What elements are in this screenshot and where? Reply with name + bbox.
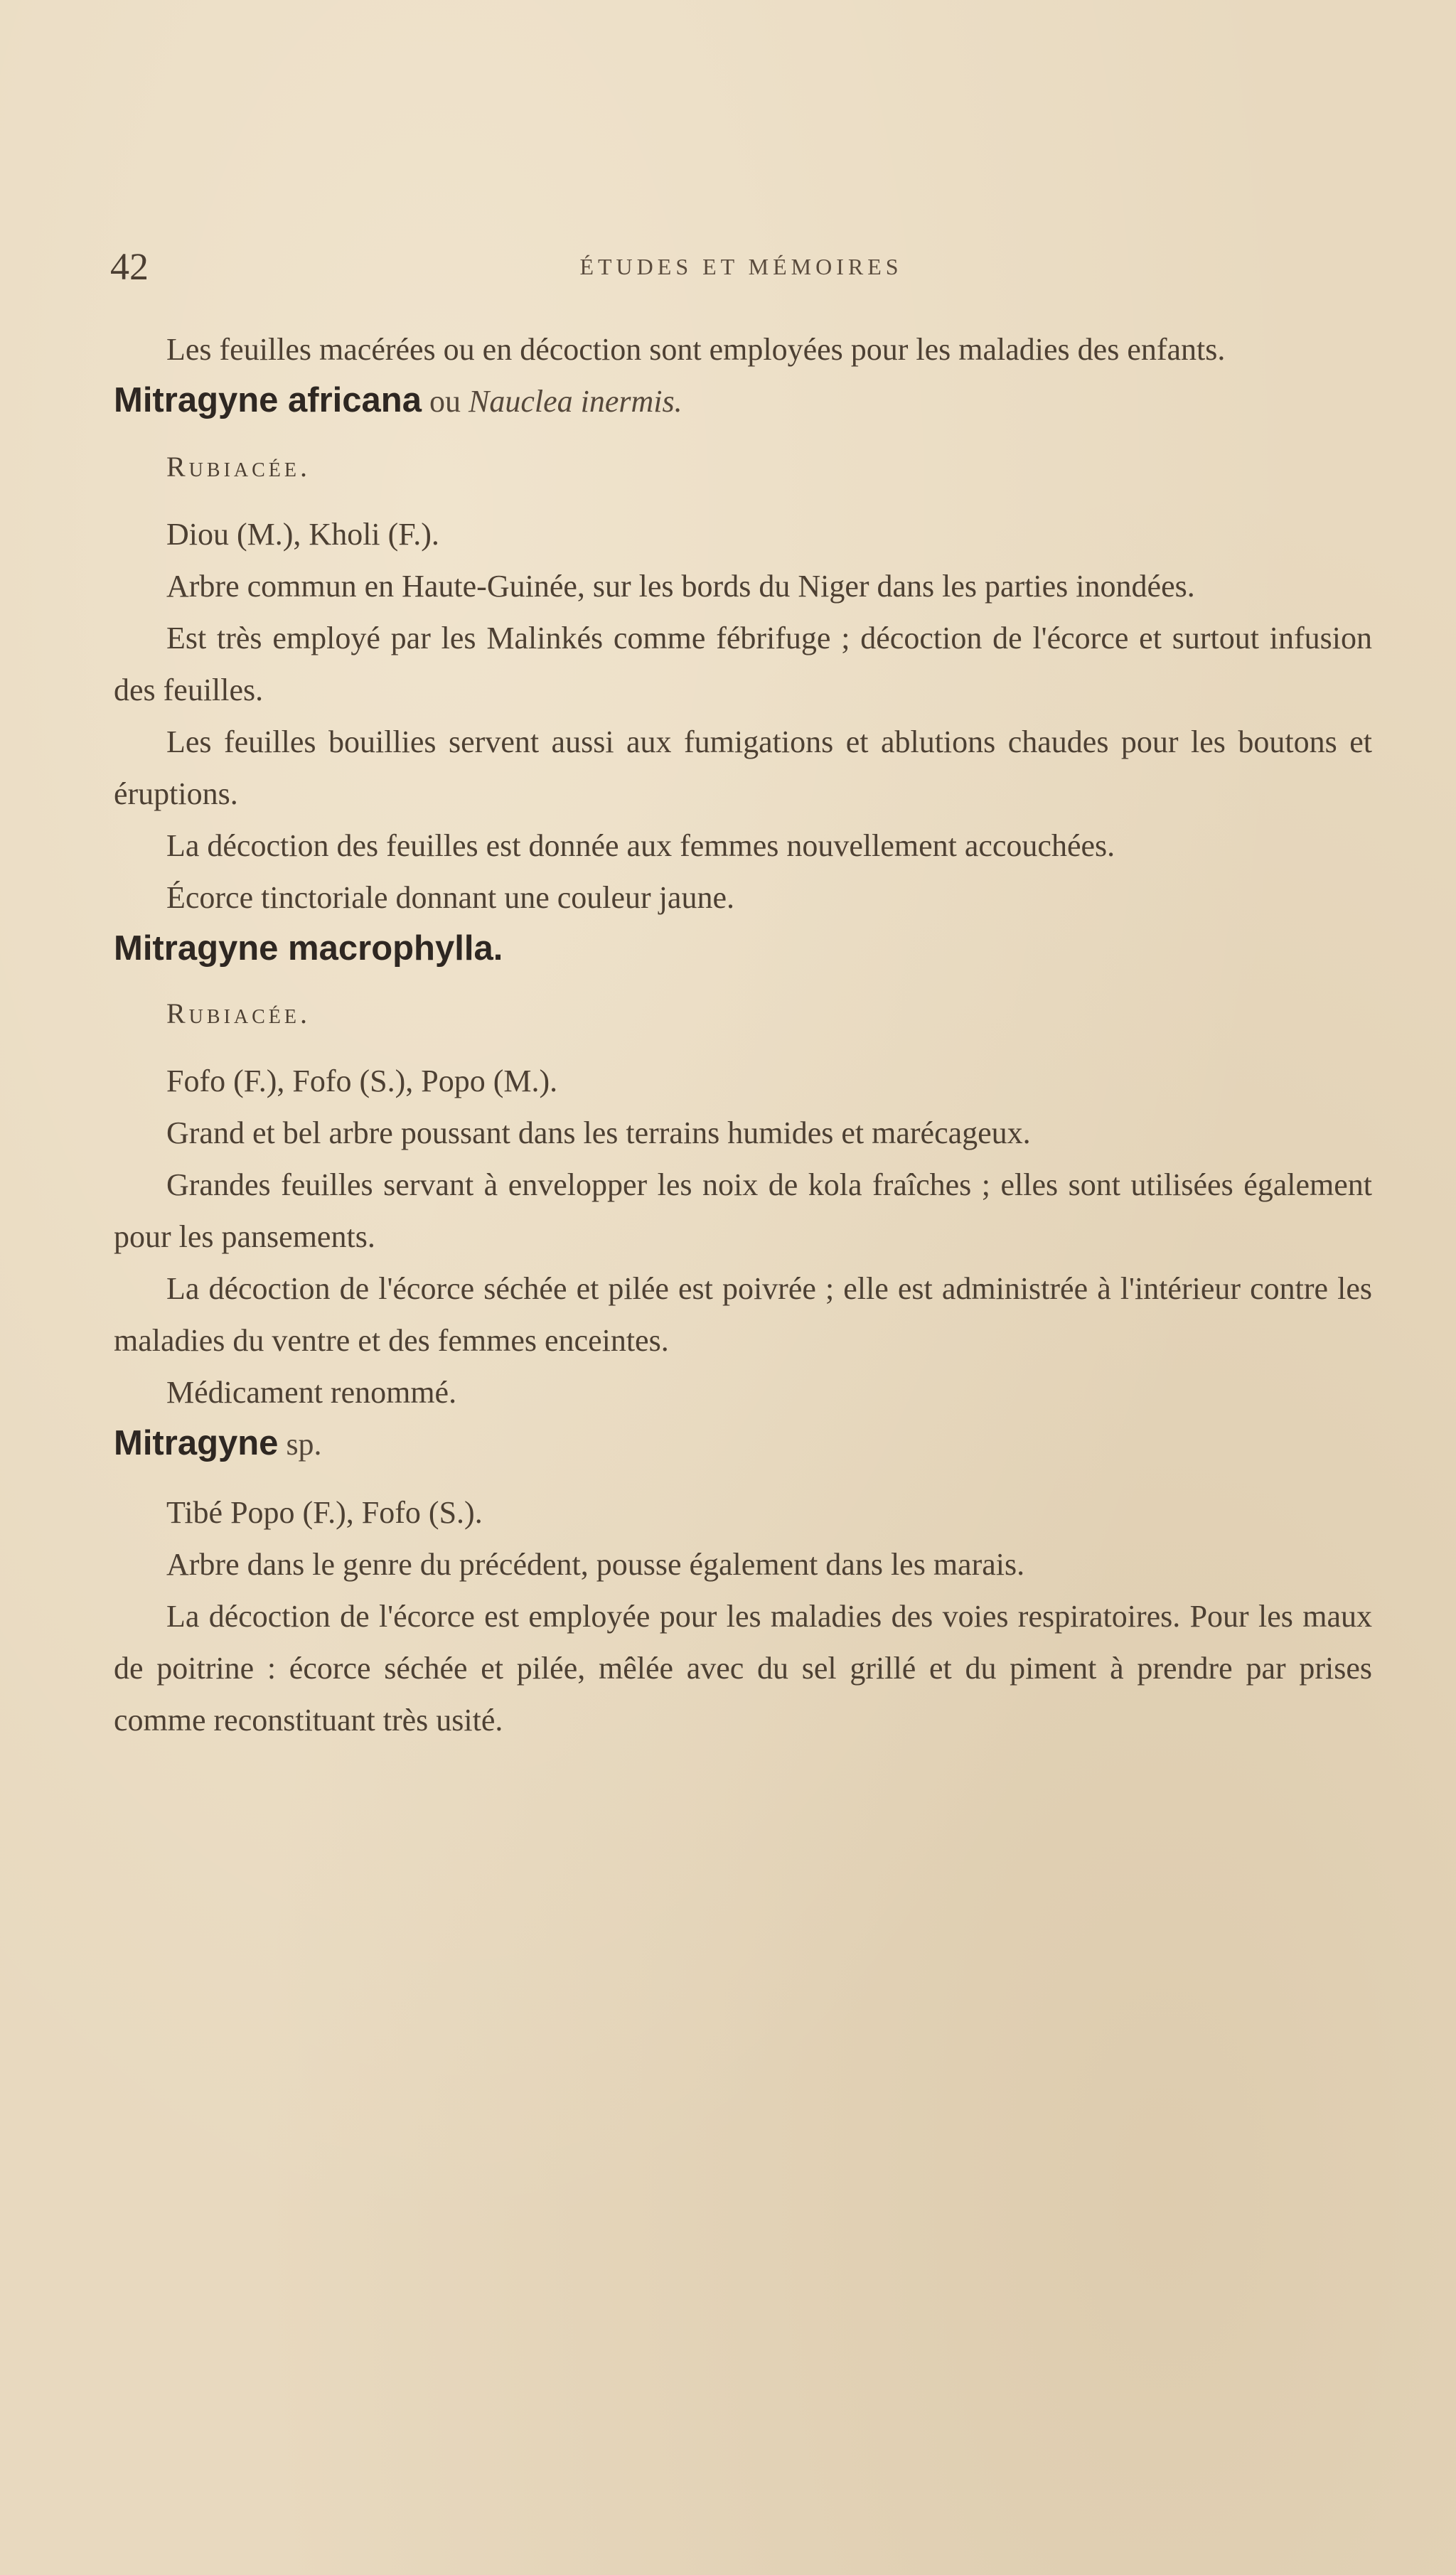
entry-paragraph: Arbre commun en Haute-Guinée, sur les bords du Niger dans les parties inondées.: [166, 569, 1195, 604]
family-label: Rubiacée.: [166, 451, 311, 483]
entry-mitragyne-africana: [114, 375, 1372, 924]
heading-connector: ou: [422, 384, 469, 419]
species-synonym: Nauclea inermis.: [469, 384, 682, 419]
entry-paragraph: Grand et bel arbre poussant dans les terrains humides et marécageux.: [166, 1115, 1031, 1150]
entry-paragraph: La décoction de l'écorce séchée et pilée est poivrée ; elle est administrée à l'intérieur contre les maladies du ventre et des femmes enceintes.: [114, 1271, 1372, 1358]
entry-paragraph: Écorce tinctoriale donnant une couleur jaune.: [166, 880, 734, 915]
heading-connector: sp.: [278, 1427, 322, 1462]
entry-paragraph: Fofo (F.), Fofo (S.), Popo (M.).: [166, 1064, 558, 1098]
entry-heading: [114, 924, 1372, 973]
species-name: Mitragyne macrophylla.: [114, 929, 503, 968]
species-name: Mitragyne: [114, 1424, 279, 1462]
running-title: ÉTUDES ET MÉMOIRES: [579, 254, 903, 279]
page-header: [110, 245, 1372, 288]
entry-paragraph: Tibé Popo (F.), Fofo (S.).: [166, 1495, 483, 1530]
entry-mitragyne-macrophylla: [114, 924, 1372, 1418]
species-name: Mitragyne africana: [114, 381, 422, 419]
entry-paragraph: Diou (M.), Kholi (F.).: [166, 517, 439, 552]
entry-paragraph: Est très employé par les Malinkés comme fébrifuge ; décoction de l'écorce et surtout infusion des feuilles.: [114, 621, 1372, 707]
page-body: [114, 323, 1372, 1746]
entry-mitragyne-sp: [114, 1418, 1372, 1746]
page-number: 42: [110, 245, 149, 288]
entry-heading: [114, 375, 1372, 427]
entry-heading: [114, 1418, 1372, 1469]
intro-paragraph: Les feuilles macérées ou en décoction sont employées pour les maladies des enfants.: [166, 332, 1226, 367]
entry-paragraph: Arbre dans le genre du précédent, pousse également dans les marais.: [166, 1547, 1025, 1582]
entry-paragraph: La décoction de l'écorce est employée pour les maladies des voies respiratoires. Pour les maux de poitrine : écorce séchée et pilée, mêlée avec du sel grillé et du piment à prendre par prises comme reconstituant très usité.: [114, 1599, 1372, 1738]
entry-paragraph: Grandes feuilles servant à envelopper les noix de kola fraîches ; elles sont utilisées également pour les pansements.: [114, 1167, 1372, 1254]
family-label: Rubiacée.: [166, 997, 311, 1029]
entry-paragraph: La décoction des feuilles est donnée aux femmes nouvellement accouchées.: [166, 828, 1115, 863]
entry-paragraph: Les feuilles bouillies servent aussi aux fumigations et ablutions chaudes pour les boutons et éruptions.: [114, 724, 1372, 811]
entry-paragraph: Médicament renommé.: [166, 1375, 457, 1410]
